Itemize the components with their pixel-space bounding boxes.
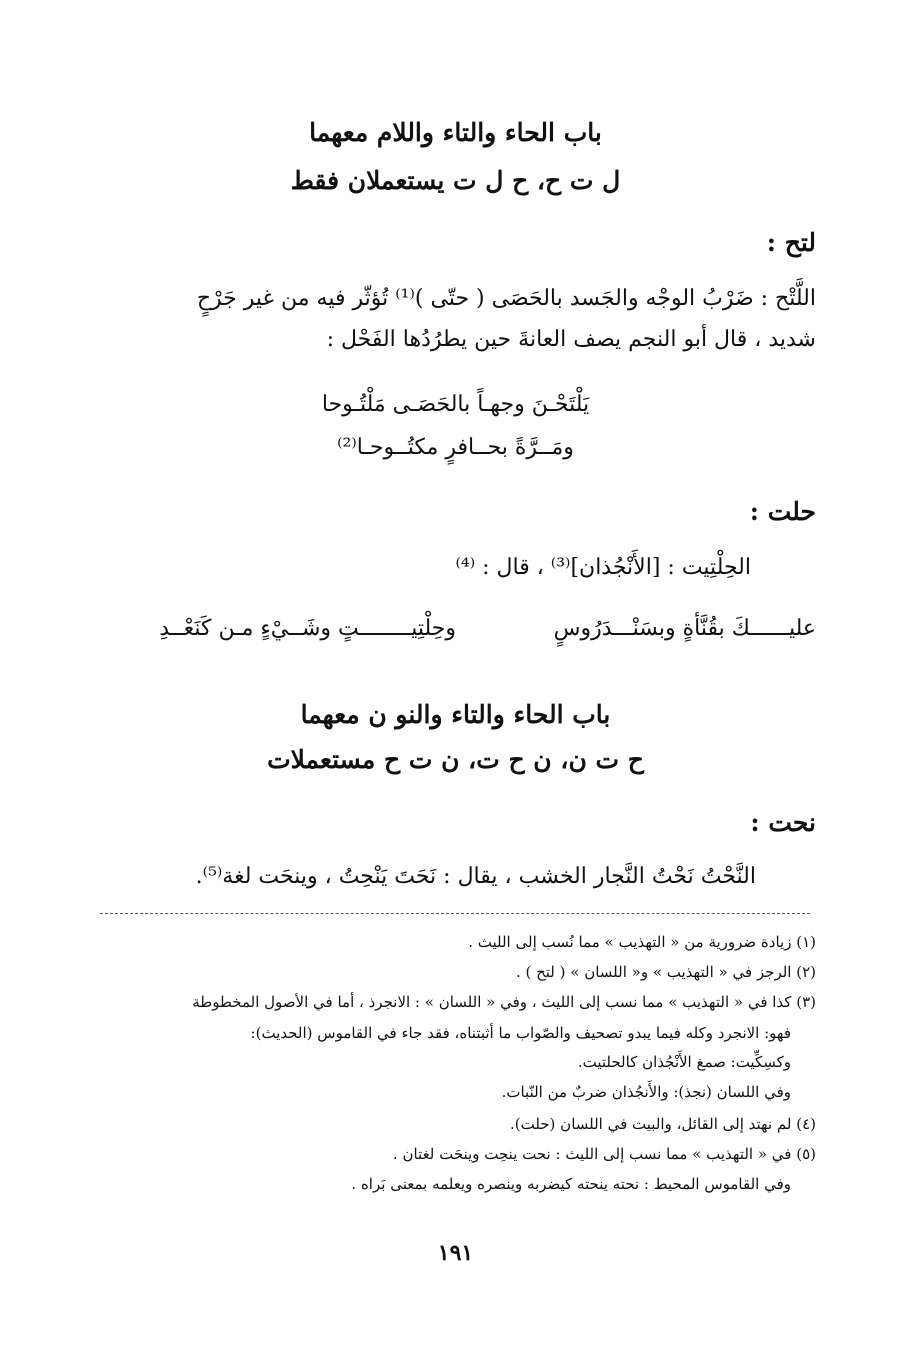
verse-line: يَلْتَحْـنَ وجهـاً بالحَصَـى مَلْتُـوحا [321,392,590,417]
footnote-continuation: وكسِكِّيت: صمغ الأَنْجُذان كالحلتيت. [577,1053,791,1071]
entry-text-line: الحِلْتِيت : [الأَنْجُذان]⁽³⁾ ، قال : ⁽⁴⁾ [455,555,751,580]
section-title: باب الحاء والتاء والنو ن معهما [300,700,611,729]
entry-heading-nht: نحت : [750,808,816,837]
verse-hemistich-right: عليــــــكَ بقُنَّأةٍ وبسَنْـــدَرُوسٍ [553,616,816,641]
section-title: باب الحاء والتاء واللام معهما [309,118,602,147]
entry-heading-lth: لتح : [766,228,816,257]
footnote: (٤) لم نهتد إلى القائل، والبيت في اللسان (حلت). [509,1115,816,1133]
footnote-continuation: وفي اللسان (نجذ): والأَنجُذان ضربٌ من النّبات. [501,1083,791,1101]
section-subtitle: ح ت ن، ن ح ت، ن ت ح مستعملات [267,745,644,774]
page-number: ١٩١ [437,1240,474,1266]
footnote: (٣) كذا في « التهذيب » مما نسب إلى الليث ، وفي « اللسان » : الانجرذ ، أما في الأصول المخطوطة [192,993,816,1011]
entry-text-line: اللَّتْح : ضَرْبُ الوجْه والجَسد بالحَصَى ( حتّى )⁽¹⁾ تُؤثّر فيه من غير جَرْحٍ [196,286,816,311]
verse-line: ومَــرَّةً بحــافرٍ مكتُــوحـا⁽²⁾ [337,435,574,460]
entry-heading-hlt: حلت : [749,497,816,526]
footnote: (٢) الرجز في « التهذيب » و« اللسان » ( لتح ) . [515,963,816,981]
entry-text-line: شديد ، قال أبو النجم يصف العانةَ حين يطرُدُها الفَحْل : [326,327,816,352]
section-subtitle: ل ت ح، ح ل ت يستعملان فقط [290,166,621,195]
verse-hemistich-left: وحِلْتِيــــــــتٍ وشَــيْءٍ مـن كَنَعْــدِ [159,616,456,641]
footnote: (٥) في « التهذيب » مما نسب إلى الليث : نحت ينحِت وينحَت لغتان . [392,1145,816,1163]
entry-text-line: النَّحْتُ نَحْتُ النَّجار الخشب ، يقال : نَحَتَ يَنْحِتُ ، وينحَت لغة⁽⁵⁾. [195,864,756,889]
footnote-separator [100,913,810,914]
footnote-continuation: وفي القاموس المحيط : نحته ينحته كيضربه وينصره ويعلمه بمعنى بَراه . [351,1175,791,1193]
footnote: (١) زيادة ضرورية من « التهذيب » مما نُسب إلى الليث . [468,933,816,951]
footnote-continuation: فهو: الانجرد وكله فيما يبدو تصحيف والصّواب ما أثبتناه، فقد جاء في القاموس (الحديث): [250,1024,791,1042]
